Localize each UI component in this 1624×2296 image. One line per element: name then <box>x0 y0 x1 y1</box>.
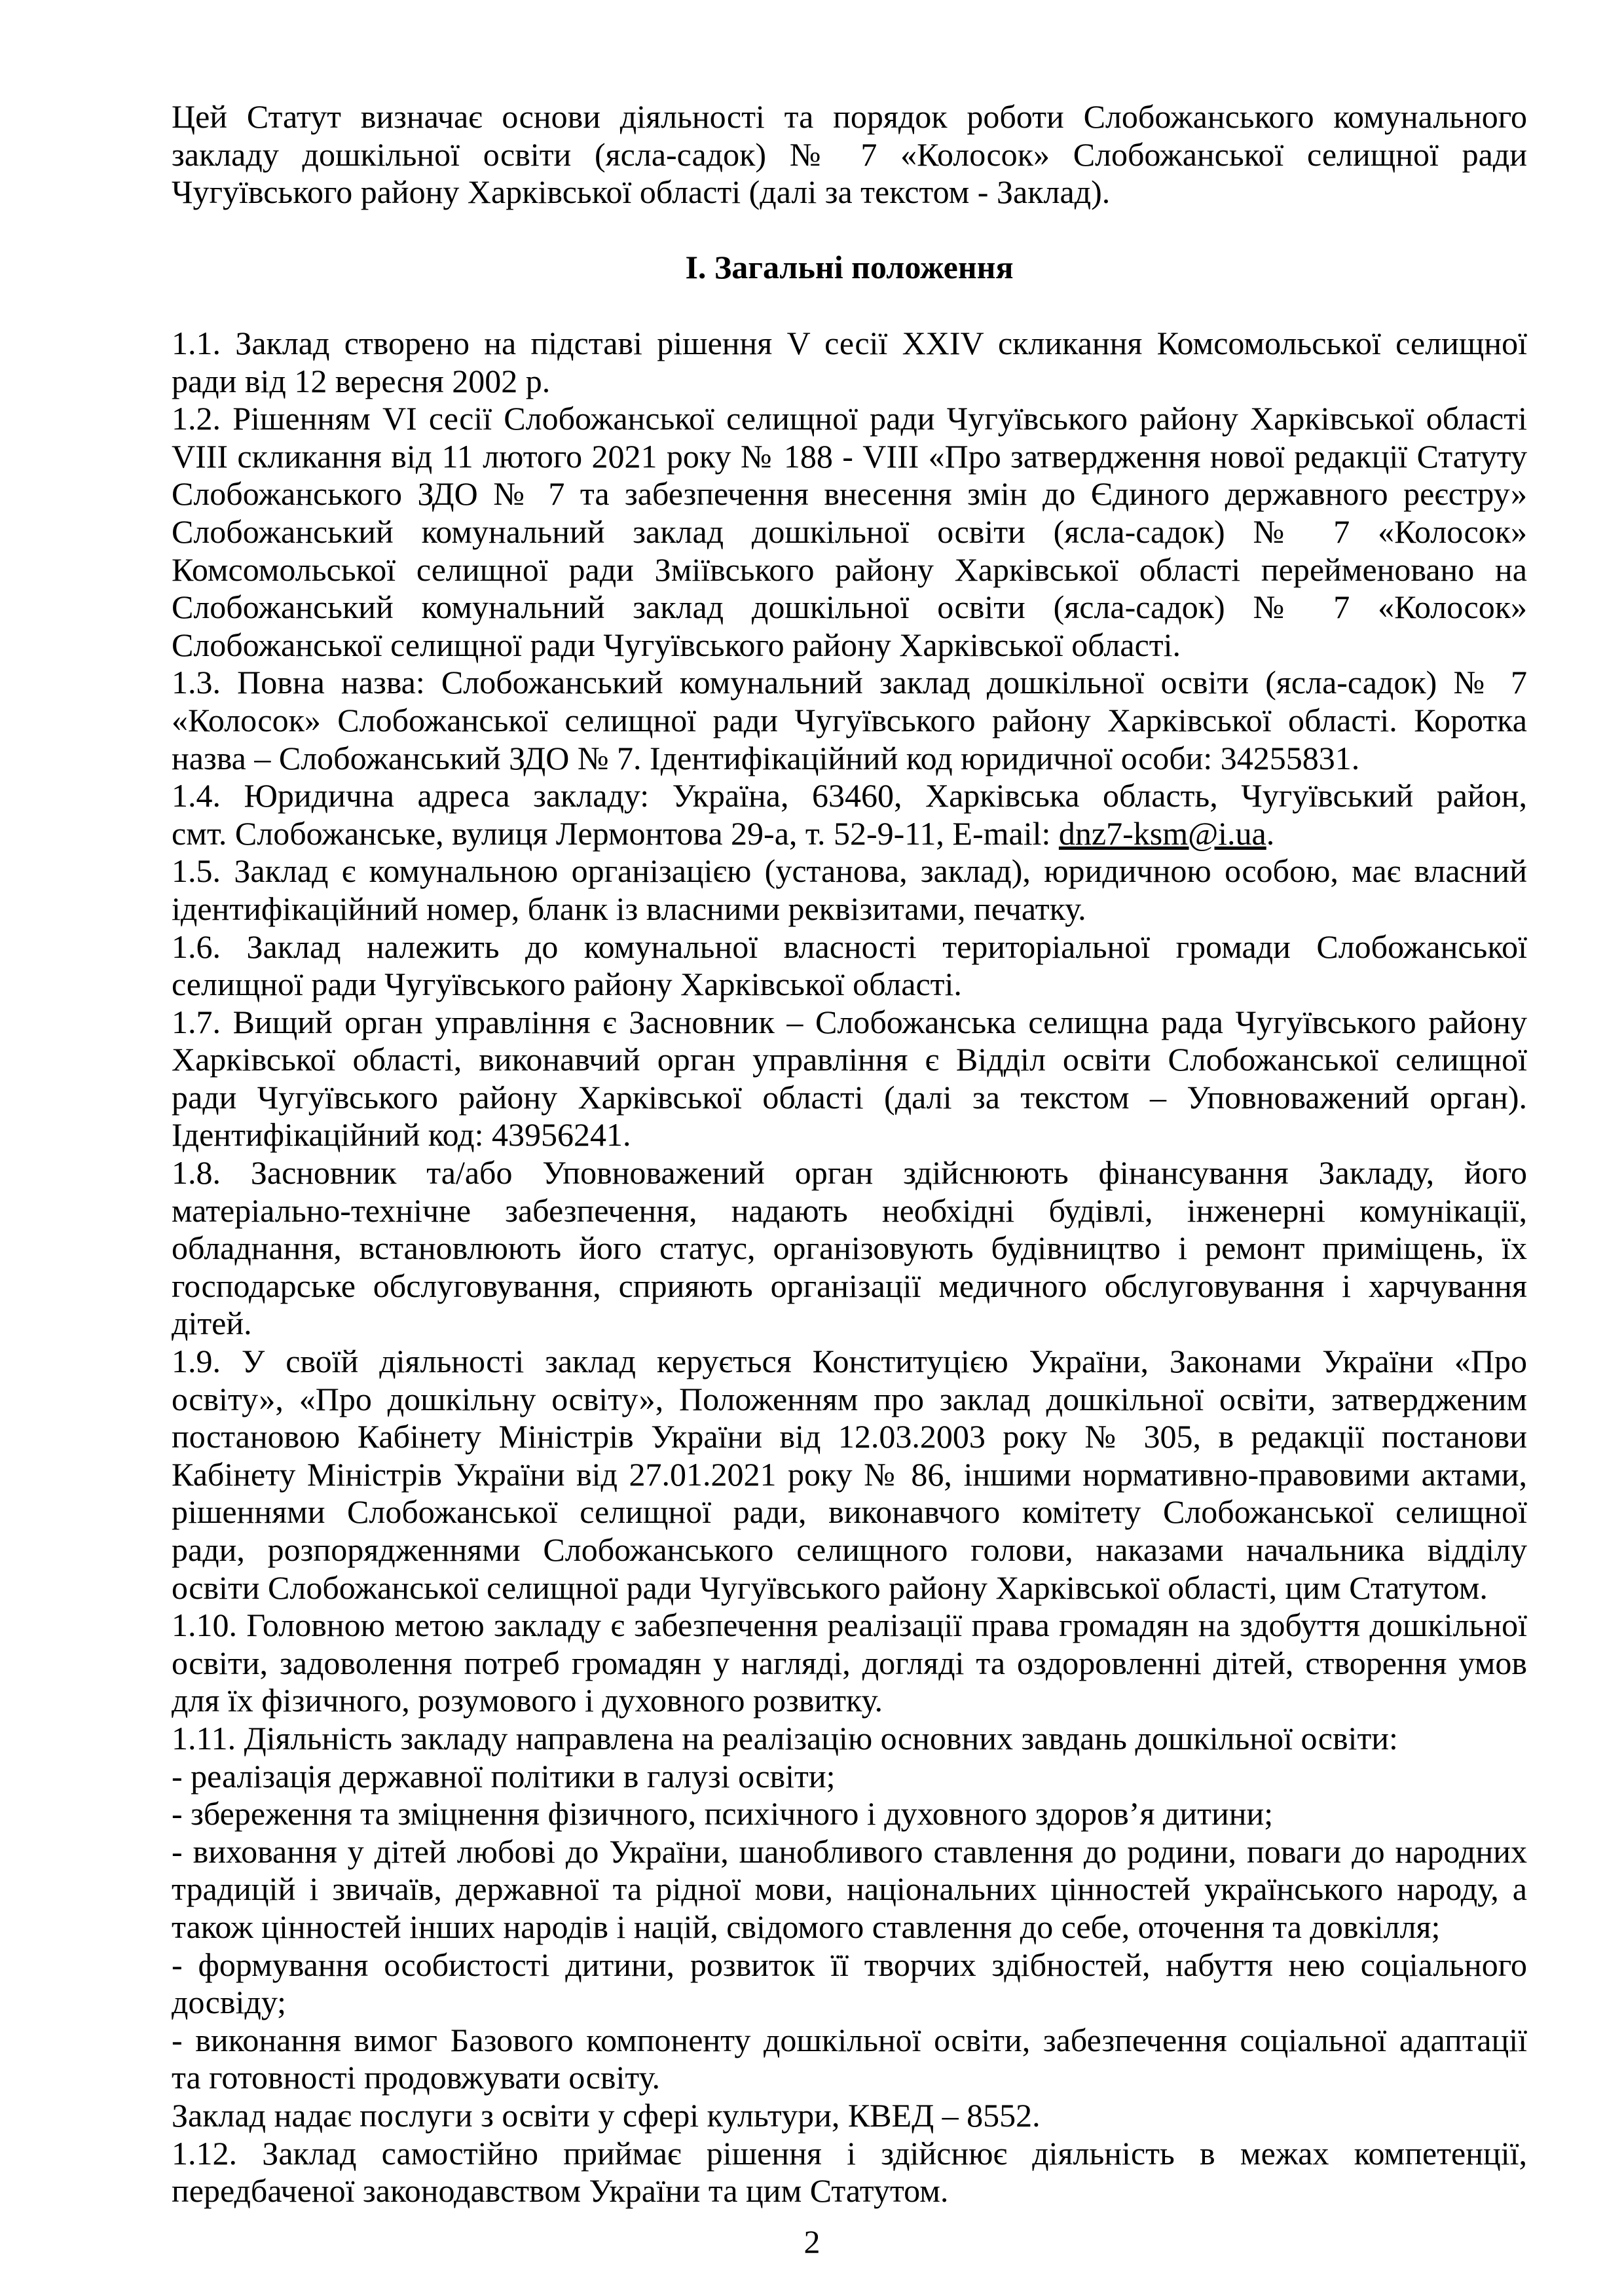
text-line <box>172 815 1527 853</box>
line-text: освіту», «Про дошкільну освіту», Положенням про заклад дошкільної освіти, затвердженим <box>172 1380 1527 1417</box>
line-text: Слобожанської селищної ради Чугуївського району Харківської області. <box>172 626 1181 663</box>
line-text: Харківської області, виконавчий орган управління є Відділ освіти Слобожанської селищної <box>172 1041 1527 1078</box>
text-line <box>172 136 1527 174</box>
text-line <box>172 702 1527 740</box>
text-line <box>172 1531 1527 1569</box>
text-line <box>172 627 1527 665</box>
line-text: господарське обслуговування, сприяють організації медичного обслуговування і харчування <box>172 1267 1527 1304</box>
text-line <box>172 1079 1527 1117</box>
text-line <box>172 1833 1527 1871</box>
line-text: 1.6. Заклад належить до комунальної власності територіальної громади Слобожанської <box>172 928 1527 965</box>
line-text: освіти, задоволення потреб громадян у нагляді, догляді та оздоровленні дітей, створення умов <box>172 1644 1527 1681</box>
clause-1-12 <box>172 2135 1527 2210</box>
text-line <box>172 1456 1527 1494</box>
line-text: 1.3. Повна назва: Слобожанський комунальний заклад дошкільної освіти (ясла-садок) № 7 <box>172 664 1527 701</box>
line-text: Чугуївського району Харківської області (далі за текстом - Заклад). <box>172 173 1111 211</box>
line-text: 1.5. Заклад є комунальною організацією (установа, заклад), юридичною особою, має власний <box>172 852 1527 890</box>
clause-1-10 <box>172 1607 1527 1720</box>
line-text: 1.1. Заклад створено на підставі рішення V сесії XXIV скликання Комсомольської селищної <box>172 325 1527 361</box>
line-text: «Колосок» Слобожанської селищної ради Чугуївського району Харківської області. Коротка <box>172 701 1527 738</box>
text-line <box>172 1645 1527 1683</box>
line-text: - виховання у дітей любові до України, шанобливого ставлення до родини, поваги до народних <box>172 1832 1527 1870</box>
line-text: дітей. <box>172 1305 252 1342</box>
text-line <box>172 2059 1527 2097</box>
line-text: постановою Кабінету Міністрів України від 12.03.2003 року № 305, в редакції постанови <box>172 1418 1527 1455</box>
line-text: . <box>1266 814 1275 852</box>
text-line <box>172 1230 1527 1267</box>
text-line <box>172 475 1527 513</box>
line-text: Слобожанського ЗДО № 7 та забезпечення внесення змін до Єдиного державного реєстру» <box>172 475 1527 513</box>
text-line <box>172 363 1527 401</box>
text-line <box>172 173 1527 211</box>
line-text: освіти Слобожанської селищної ради Чугуївського району Харківської області, цим Статутом. <box>172 1569 1488 1606</box>
text-line <box>172 1418 1527 1456</box>
line-text: ради від 12 вересня 2002 р. <box>172 362 551 399</box>
line-text: закладу дошкільної освіти (ясла-садок) № 7 «Колосок» Слобожанської селищної ради <box>172 136 1527 173</box>
clause-1-5 <box>172 852 1527 928</box>
line-text: VIII скликання від 11 лютого 2021 року № 188 - VIII «Про затвердження нової редакції Статуту <box>172 437 1527 475</box>
clause-1-8 <box>172 1154 1527 1343</box>
text-line <box>172 1305 1527 1343</box>
text-line <box>172 890 1527 928</box>
line-text: також цінностей інших народів і націй, свідомого ставлення до себе, оточення та довкілля; <box>172 1908 1441 1945</box>
text-line <box>172 777 1527 815</box>
text-line <box>172 1343 1527 1381</box>
text-line <box>172 551 1527 589</box>
text-line <box>172 1192 1527 1230</box>
line-text: Заклад надає послуги з освіти у сфері культури, КВЕД – 8552. <box>172 2096 1041 2134</box>
text-line <box>172 1004 1527 1042</box>
line-text: 1.10. Головною метою закладу є забезпечення реалізації права громадян на здобуття дошкільної <box>172 1607 1527 1644</box>
text-line <box>172 1682 1527 1720</box>
line-text: 1.9. У своїй діяльності заклад керується Конституцією України, Законами України «Про <box>172 1343 1527 1380</box>
line-text: досвіду; <box>172 1984 287 2021</box>
text-line <box>172 513 1527 551</box>
line-text: - збереження та зміцнення фізичного, психічного і духовного здоров’я дитини; <box>172 1795 1274 1832</box>
page-number: 2 <box>803 2223 821 2260</box>
text-line <box>172 1870 1527 1908</box>
clause-1-11 <box>172 1720 1527 2135</box>
text-line <box>172 664 1527 702</box>
text-line <box>172 1493 1527 1531</box>
text-line <box>172 1041 1527 1079</box>
clause-1-1 <box>172 325 1527 400</box>
text-line <box>172 1908 1527 1946</box>
text-line <box>172 852 1527 890</box>
intro-paragraph <box>172 98 1527 211</box>
text-line <box>172 1946 1527 1984</box>
section-body <box>172 325 1527 2210</box>
text-line <box>172 2097 1527 2135</box>
text-line <box>172 1720 1527 1758</box>
text-line <box>172 589 1527 627</box>
line-text: селищної ради Чугуївського району Харківської області. <box>172 966 962 1003</box>
line-text: ради, розпорядженнями Слобожанського селищного голови, наказами начальника відділу <box>172 1531 1527 1568</box>
line-text: Цей Статут визначає основи діяльності та порядок роботи Слобожанського комунального <box>172 98 1527 135</box>
clause-1-2 <box>172 400 1527 664</box>
line-text: 1.11. Діяльність закладу направлена на реалізацію основних завдань дошкільної освіти: <box>172 1719 1398 1757</box>
line-text: ідентифікаційний номер, бланк із власними реквізитами, печатку. <box>172 890 1086 927</box>
line-text: рішеннями Слобожанської селищної ради, виконавчого комітету Слобожанської селищної <box>172 1493 1527 1531</box>
line-text: 1.7. Вищий орган управління є Засновник – Слобожанська селищна рада Чугуївського району <box>172 1003 1527 1040</box>
clause-1-3 <box>172 664 1527 777</box>
text-line <box>172 1607 1527 1645</box>
line-text: традицій і звичаїв, державної та рідної мови, національних цінностей українського народу, а <box>172 1870 1527 1908</box>
text-line <box>172 1795 1527 1833</box>
text-line <box>172 1758 1527 1796</box>
line-text: матеріально-технічне забезпечення, надають необхідні будівлі, інженерні комунікації, <box>172 1192 1527 1229</box>
line-text: Ідентифікаційний код: 43956241. <box>172 1116 631 1154</box>
line-text: - формування особистості дитини, розвиток її творчих здібностей, набуття нею соціального <box>172 1946 1527 1983</box>
line-text: Слобожанський комунальний заклад дошкільної освіти (ясла-садок) № 7 «Колосок» <box>172 513 1527 550</box>
line-text: Кабінету Міністрів України від 27.01.2021 року № 86, іншими нормативно-правовими актами, <box>172 1455 1527 1493</box>
text-line <box>172 1116 1527 1154</box>
line-text: 1.2. Рішенням VI сесії Слобожанської селищної ради Чугуївського району Харківської області <box>172 400 1527 437</box>
line-text: та готовності продовжувати освіту. <box>172 2059 661 2096</box>
text-line <box>172 438 1527 476</box>
line-text: назва – Слобожанський ЗДО № 7. Ідентифікаційний код юридичної особи: 34255831. <box>172 739 1360 776</box>
text-line <box>172 740 1527 778</box>
line-text: Комсомольської селищної ради Зміївського району Харківської області перейменовано на <box>172 551 1527 588</box>
line-text: ради Чугуївського району Харківської області (далі за текстом – Уповноважений орган). <box>172 1078 1527 1116</box>
text-line <box>172 1569 1527 1607</box>
text-line <box>172 2135 1527 2173</box>
clause-1-6 <box>172 928 1527 1004</box>
clause-1-9 <box>172 1343 1527 1607</box>
line-text: обладнання, встановлюють його статус, організовують будівництво і ремонт приміщень, їх <box>172 1230 1527 1267</box>
line-text: для їх фізичного, розумового і духовного розвитку. <box>172 1682 883 1719</box>
text-line <box>172 1381 1527 1419</box>
text-line <box>172 928 1527 966</box>
text-line <box>172 2022 1527 2060</box>
clause-1-7 <box>172 1004 1527 1154</box>
text-line <box>172 2172 1527 2210</box>
text-line <box>172 1984 1527 2022</box>
text-line <box>172 966 1527 1004</box>
text-line <box>172 325 1527 363</box>
text-line <box>172 1267 1527 1305</box>
section-heading: І. Загальні положення <box>685 249 1014 285</box>
line-text: - виконання вимог Базового компоненту дошкільної освіти, забезпечення соціальної адаптації <box>172 2021 1527 2058</box>
text-line <box>172 1154 1527 1192</box>
line-text: Слобожанський комунальний заклад дошкільної освіти (ясла-садок) № 7 «Колосок» <box>172 589 1527 626</box>
email-link[interactable]: dnz7-ksm@i.ua <box>1058 814 1266 852</box>
text-line <box>172 400 1527 438</box>
line-text: - реалізація державної політики в галузі освіти; <box>172 1757 836 1795</box>
line-text: передбаченої законодавством України та цим Статутом. <box>172 2172 949 2210</box>
text-line <box>172 98 1527 136</box>
line-text: смт. Слобожанське, вулиця Лермонтова 29-а, т. 52-9-11, E-mail: <box>172 814 1059 852</box>
clause-1-4 <box>172 777 1527 852</box>
line-text: 1.4. Юридична адреса закладу: Україна, 63460, Харківська область, Чугуївський район, <box>172 777 1527 814</box>
line-text: 1.12. Заклад самостійно приймає рішення і здійснює діяльність в межах компетенції, <box>172 2134 1527 2172</box>
line-text: 1.8. Засновник та/або Уповноважений орган здійснюють фінансування Закладу, його <box>172 1154 1527 1192</box>
